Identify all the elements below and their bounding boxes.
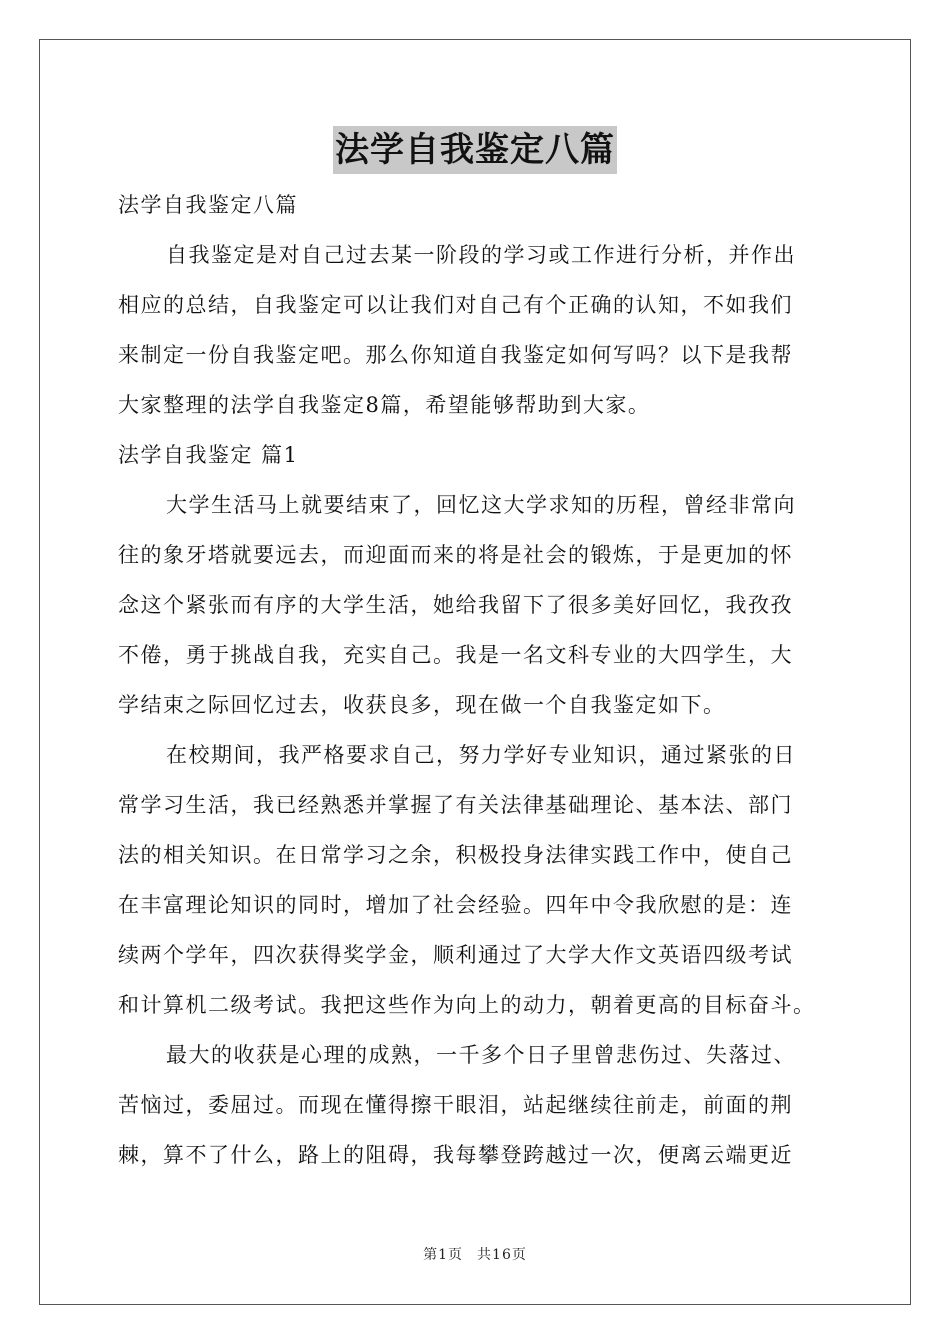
body-line: 不倦，勇于挑战自我，充实自己。我是一名文科专业的大四学生，大 <box>118 643 793 667</box>
body-line: 往的象牙塔就要远去，而迎面而来的将是社会的锻炼，于是更加的怀 <box>118 543 793 567</box>
body-line: 苦恼过，委屈过。而现在懂得擦干眼泪，站起继续往前走，前面的荆 <box>118 1093 793 1117</box>
body-line: 来制定一份自我鉴定吧。那么你知道自我鉴定如何写吗？以下是我帮 <box>118 343 793 367</box>
page-footer <box>0 1244 950 1264</box>
body-line: 棘，算不了什么，路上的阻碍，我每攀登跨越过一次，便离云端更近 <box>118 1143 793 1167</box>
section-heading: 法学自我鉴定 篇1 <box>118 443 299 467</box>
body-line: 和计算机二级考试。我把这些作为向上的动力，朝着更高的目标奋斗。 <box>118 993 816 1017</box>
body-line: 自我鉴定是对自己过去某一阶段的学习或工作进行分析，并作出 <box>166 243 796 267</box>
body-line: 常学习生活，我已经熟悉并掌握了有关法律基础理论、基本法、部门 <box>118 793 793 817</box>
body-line: 法学自我鉴定八篇 <box>118 193 298 217</box>
document-title <box>0 126 950 174</box>
body-line: 最大的收获是心理的成熟，一千多个日子里曾悲伤过、失落过、 <box>166 1043 796 1067</box>
body-line: 念这个紧张而有序的大学生活，她给我留下了很多美好回忆，我孜孜 <box>118 593 793 617</box>
body-line: 相应的总结，自我鉴定可以让我们对自己有个正确的认知，不如我们 <box>118 293 793 317</box>
body-line: 大学生活马上就要结束了，回忆这大学求知的历程，曾经非常向 <box>166 493 796 517</box>
page-total: 共16页 <box>477 1247 527 1263</box>
body-line: 在丰富理论知识的同时，增加了社会经验。四年中令我欣慰的是：连 <box>118 893 793 917</box>
page-number: 第1页 <box>423 1247 464 1263</box>
body-line: 学结束之际回忆过去，收获良多，现在做一个自我鉴定如下。 <box>118 693 726 717</box>
body-line: 在校期间，我严格要求自己，努力学好专业知识，通过紧张的日 <box>166 743 796 767</box>
document-body <box>118 180 834 1180</box>
document-title-text: 法学自我鉴定八篇 <box>333 126 617 174</box>
body-line: 续两个学年，四次获得奖学金，顺利通过了大学大作文英语四级考试 <box>118 943 793 967</box>
body-line: 法的相关知识。在日常学习之余，积极投身法律实践工作中，使自己 <box>118 843 793 867</box>
body-line: 大家整理的法学自我鉴定8篇，希望能够帮助到大家。 <box>118 393 651 417</box>
